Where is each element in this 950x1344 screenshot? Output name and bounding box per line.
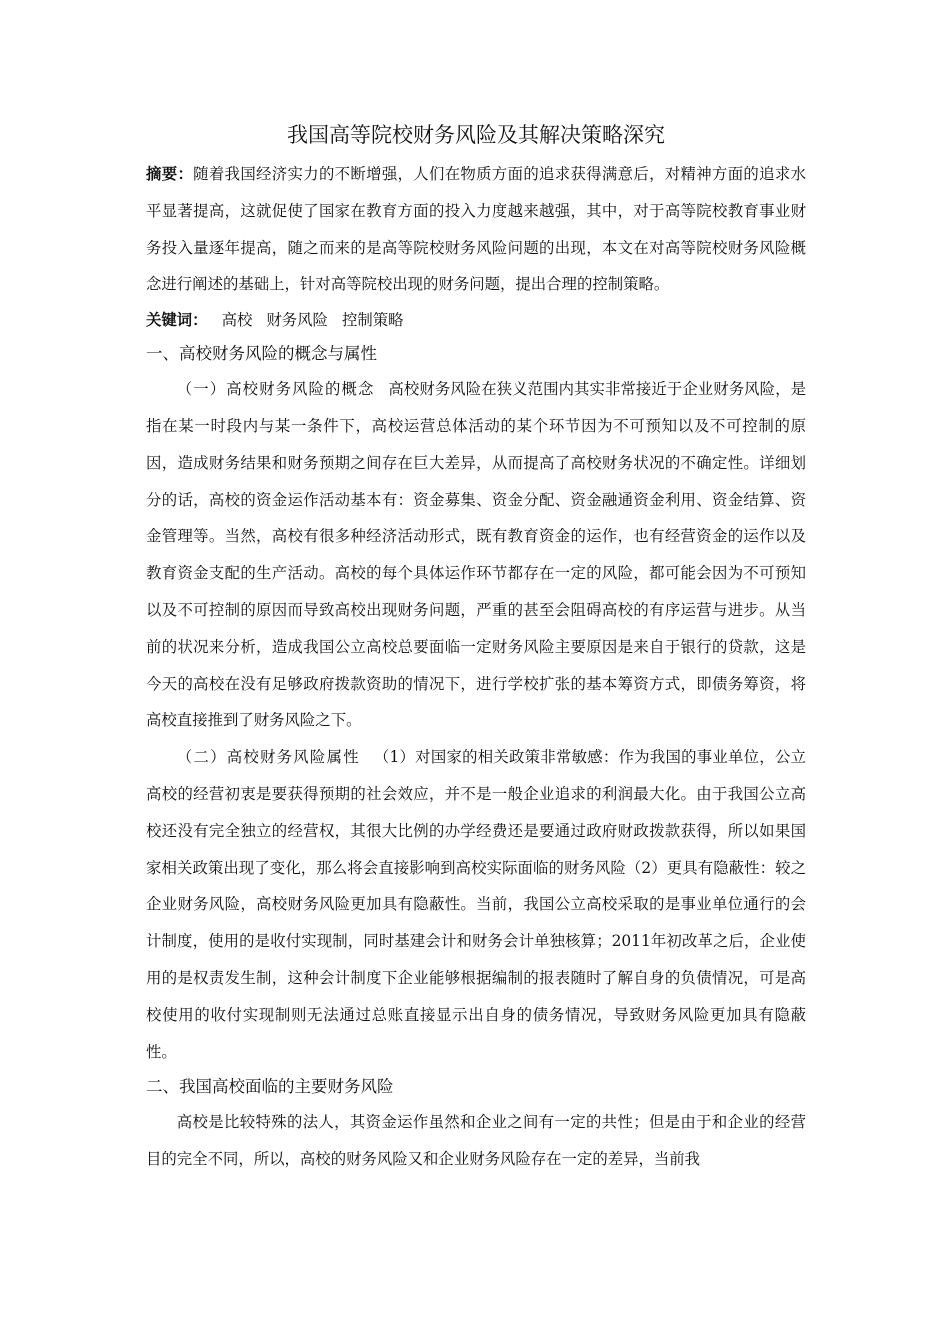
keyword-item: 高校 bbox=[221, 311, 253, 330]
body-paragraph bbox=[146, 371, 806, 739]
body-paragraph bbox=[146, 739, 806, 1070]
paragraph-text: 高校财务风险在狭义范围内其实非常接近于企业财务风险，是指在某一时段内与某一条件下，高校运营总体活动的某个环节因为不可预知以及不可控制的原因，造成财务结果和财务预期之间存在巨大差异，从而提高了高校财务状况的不确定性。详细划分的话，高校的资金运作活动基本有：资金募集、资金分配、资金融通资金利用、资金结算、资金管理等。当然，高校有很多种经济活动形式，既有教育资金的运作，也有经营资金的运作以及教育资金支配的生产活动。高校的每个具体运作环节都存在一定的风险，都可能会因为不可预知以及不可控制的原因而导致高校出现财务问题，严重的甚至会阻碍高校的有序运营与进步。从当前的状况来分析，造成我国公立高校总要面临一定财务风险主要原因是来自于银行的贷款，这是今天的高校在没有足够政府拨款资助的情况下，进行学校扩张的基本筹资方式，即债务筹资，将高校直接推到了财务风险之下。 bbox=[146, 380, 806, 730]
abstract-paragraph bbox=[146, 156, 806, 303]
keywords-line bbox=[146, 303, 806, 337]
document-title: 我国高等院校财务风险及其解决策略深究 bbox=[287, 123, 665, 147]
section-heading: 一、高校财务风险的概念与属性 bbox=[146, 344, 377, 364]
body-paragraph: 高校是比较特殊的法人，其资金运作虽然和企业之间有一定的共性；但是由于和企业的经营目的完全不同，所以，高校的财务风险又和企业财务风险存在一定的差异，当前我 bbox=[146, 1113, 806, 1169]
keywords-label: 关键词： bbox=[146, 311, 208, 330]
subsection-label: （一）高校财务风险的概念 bbox=[176, 380, 375, 399]
keyword-item: 控制策略 bbox=[341, 311, 404, 330]
abstract-text: 随着我国经济实力的不断增强，人们在物质方面的追求获得满意后，对精神方面的追求水平显著提高，这就促使了国家在教育方面的投入力度越来越强，其中，对于高等院校教育事业财务投入量逐年提高，随之而来的是高等院校财务风险问题的出现，本文在对高等院校财务风险概念进行阐述的基础上，针对高等院校出现的财务问题，提出合理的控制策略。 bbox=[146, 165, 806, 294]
abstract-label: 摘要： bbox=[146, 165, 194, 183]
subsection-label: （二）高校财务风险属性 bbox=[176, 748, 360, 767]
document-page bbox=[146, 118, 806, 1178]
section-heading: 二、我国高校面临的主要财务风险 bbox=[146, 1077, 394, 1097]
paragraph-text: （1）对国家的相关政策非常敏感：作为我国的事业单位，公立高校的经营初衷是要获得预期的社会效应，并不是一般企业追求的利润最大化。由于我国公立高校还没有完全独立的经营权，其很大比例的办学经费还是要通过政府财政拨款获得，所以如果国家相关政策出现了变化，那么将会直接影响到高校实际面临的财务风险（2）更具有隐蔽性：较之企业财务风险，高校财务风险更加具有隐蔽性。当前，我国公立高校采取的是事业单位通行的会计制度，使用的是收付实现制，同时基建会计和财务会计单独核算；2011年初改革之后，企业使用的是权责发生制，这种会计制度下企业能够根据编制的报表随时了解自身的负债情况，可是高校使用的收付实现制则无法通过总账直接显示出自身的债务情况，导致财务风险更加具有隐蔽性。 bbox=[146, 748, 806, 1061]
keyword-item: 财务风险 bbox=[266, 311, 328, 330]
